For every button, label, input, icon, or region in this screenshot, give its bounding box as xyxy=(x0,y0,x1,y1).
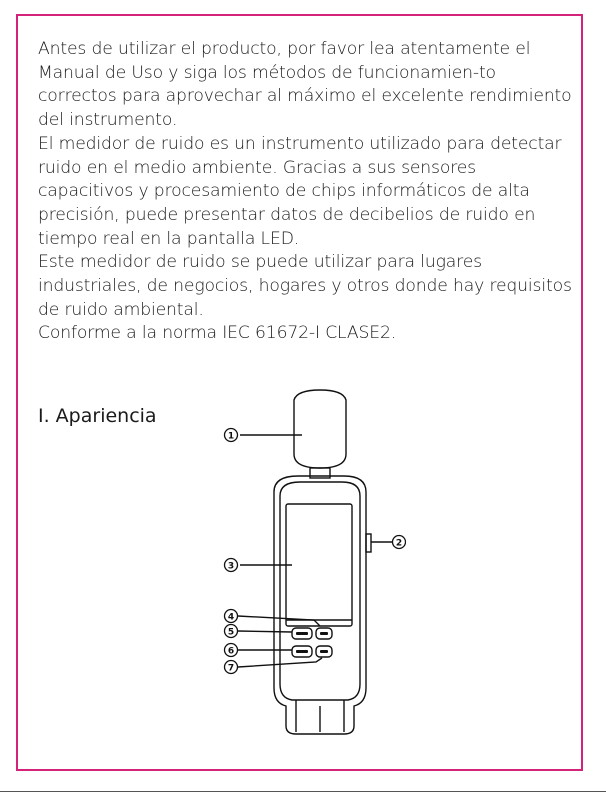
callout-4: 4 xyxy=(227,612,235,623)
device-diagram xyxy=(216,388,406,748)
screen xyxy=(286,504,352,626)
bottom-divider xyxy=(0,791,606,792)
microphone-windscreen xyxy=(294,390,346,468)
callout-6: 6 xyxy=(227,646,235,657)
callout-5: 5 xyxy=(227,627,235,638)
leader-line-4 xyxy=(238,616,320,626)
paragraph-manual-notice: Antes de utilizar el producto, por favor lea atentamente el Manual de Uso y siga los métodos de funcionamien-to correctos para aprovechar al máximo el excelente rendimiento del instrumento. xyxy=(38,39,572,131)
intro-text xyxy=(38,38,574,346)
section-title-appearance: I. Apariencia xyxy=(38,405,157,427)
device-inner-rim xyxy=(280,482,360,700)
side-button xyxy=(366,534,371,552)
callout-7: 7 xyxy=(227,663,235,674)
paragraph-description: El medidor de ruido es un instrumento utilizado para detectar ruido en el medio ambiente. Gracias a sus sensores capacitivos y procesamiento de chips informáticos de alta precisión, puede presentar datos de decibelios de ruido en tiempo real en la pantalla LED. xyxy=(38,133,562,249)
paragraph-standard: Conforme a la norma IEC 61672-I CLASE2. xyxy=(38,323,397,344)
callout-2: 2 xyxy=(395,538,403,549)
leader-line-5 xyxy=(238,631,292,632)
callout-1: 1 xyxy=(227,431,235,442)
callout-3: 3 xyxy=(227,561,235,572)
paragraph-applications: Este medidor de ruido se puede utilizar para lugares industriales, de negocios, hogares y otros donde hay requisitos de ruido ambiental. xyxy=(38,252,572,320)
